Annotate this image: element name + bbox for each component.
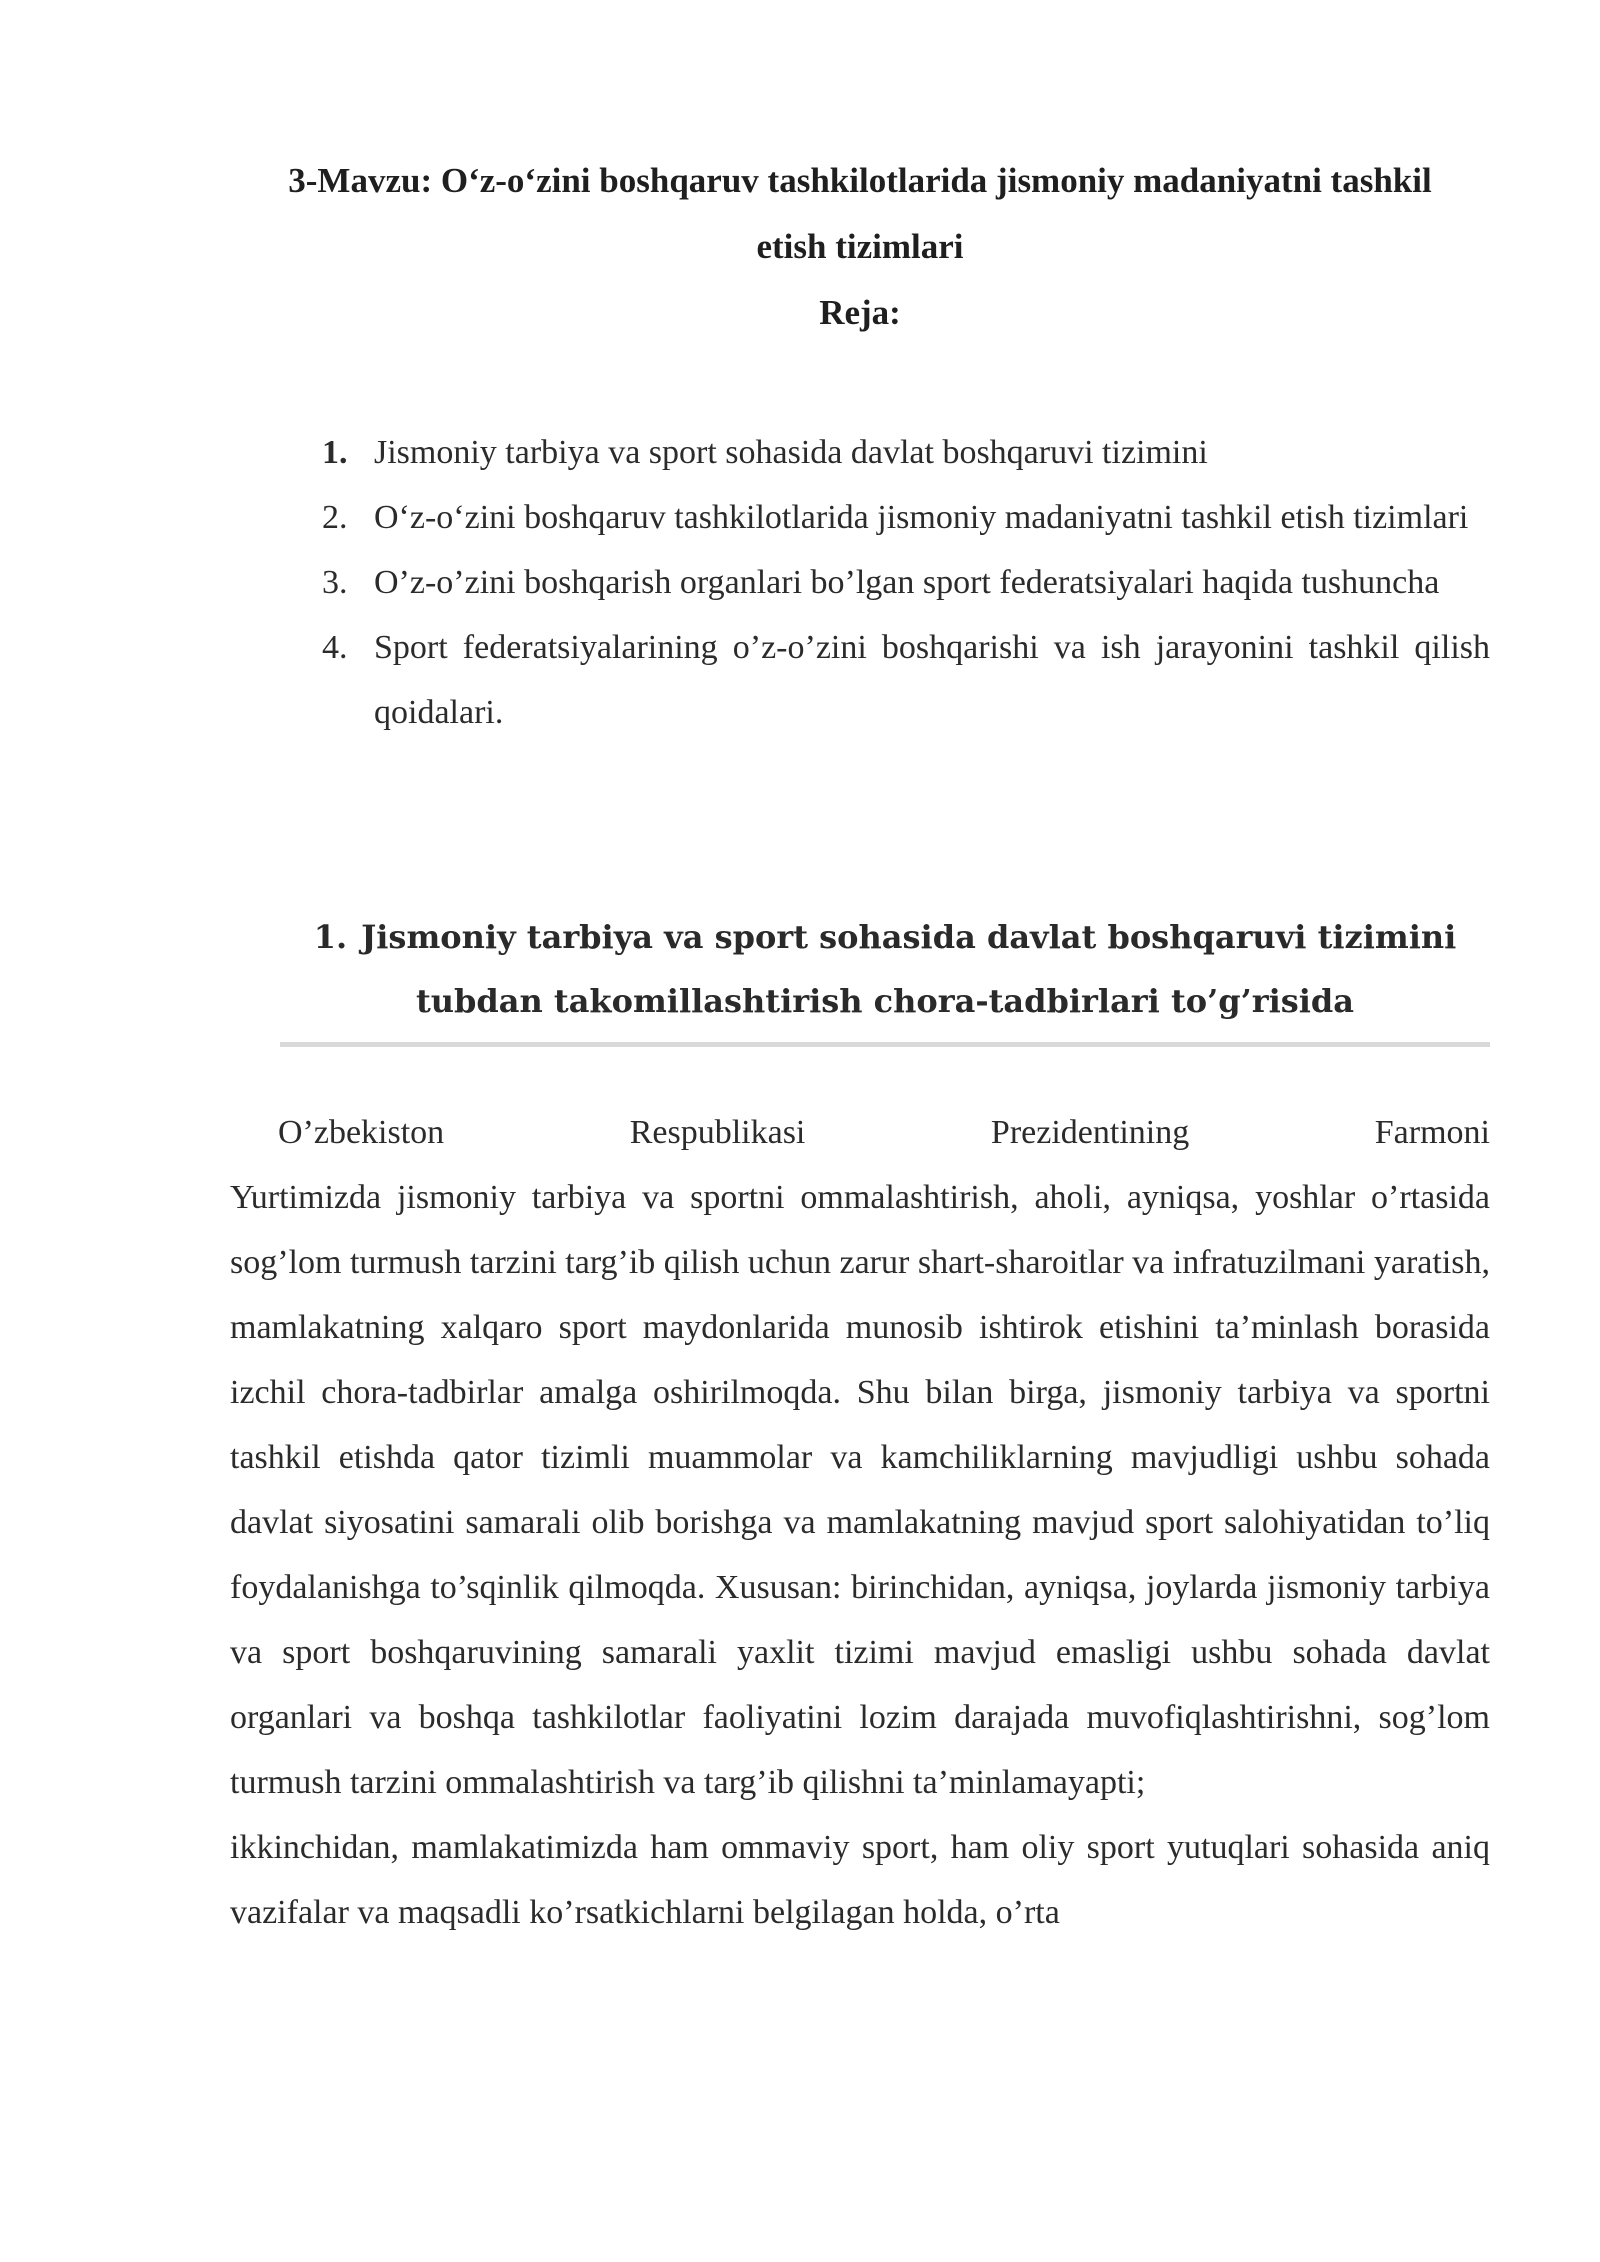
plan-item-number: 1. xyxy=(322,434,348,471)
paragraph: ikkinchidan, mamlakatimizda ham ommaviy sport, ham oliy sport yutuqlari sohasida aniq vazifalar va maqsadli ko’rsatkichlarni belgilagan holda, o’rta xyxy=(230,1829,1490,1931)
section-heading-line-2: tubdan takomillashtirish chora-tadbirlari to’g’risida xyxy=(415,982,1355,1020)
body-text xyxy=(230,1100,1490,1945)
section-number: 1. xyxy=(313,918,348,956)
plan-item-text: Sport federatsiyalarining o’z-o’zini boshqarishi va ish jarayonini tashkil qilish qoidalari. xyxy=(374,629,1490,731)
plan-list xyxy=(322,420,1490,745)
plan-item-1 xyxy=(322,420,1490,485)
plan-item-text: O’z-o’zini boshqarish organlari bo’lgan sport federatsiyalari haqida tushuncha xyxy=(374,564,1440,601)
decree-word: O’zbekiston xyxy=(278,1114,445,1151)
plan-item-text: Jismoniy tarbiya va sport sohasida davlat boshqaruvi tizimini xyxy=(374,434,1208,471)
decree-word: Prezidentining xyxy=(990,1114,1190,1151)
decree-word: Respublikasi xyxy=(629,1114,806,1151)
decree-word: Farmoni xyxy=(1374,1114,1490,1151)
plan-item-text: O‘z-o‘zini boshqaruv tashkilotlarida jismoniy madaniyatni tashkil etish tizimlari xyxy=(374,499,1469,536)
title-line-1: 3-Mavzu: O‘z-o‘zini boshqaruv tashkilotlarida jismoniy madaniyatni tashkil xyxy=(288,161,1432,200)
section-heading xyxy=(280,905,1490,1033)
title-line-2: etish tizimlari xyxy=(756,227,964,266)
section-divider xyxy=(280,1042,1490,1047)
plan-item-4 xyxy=(322,615,1490,745)
section-heading-text-1: Jismoniy tarbiya va sport sohasida davlat boshqaruvi tizimini xyxy=(361,918,1457,956)
document-title xyxy=(230,148,1490,346)
section-heading-line-1 xyxy=(280,905,1490,969)
plan-item-number: 4. xyxy=(322,629,348,666)
plan-item-number: 3. xyxy=(322,564,348,601)
decree-line xyxy=(230,1100,1490,1165)
plan-item-2 xyxy=(322,485,1490,550)
plan-heading: Reja: xyxy=(819,293,901,332)
paragraph: Yurtimizda jismoniy tarbiya va sportni ommalashtirish, aholi, ayniqsa, yoshlar o’rtasida sog’lom turmush tarzini targ’ib qilish uchun zarur shart-sharoitlar va infratuzilmani yaratish, mamlakatning xalqaro sport maydonlarida munosib ishtirok etishini ta’minlash borasida izchil chora-tadbirlar amalga oshirilmoqda. Shu bilan birga, jismoniy tarbiya va sportni tashkil etishda qator tizimli muammolar va kamchiliklarning mavjudligi ushbu sohada davlat siyosatini samarali olib borishga va mamlakatning mavjud sport salohiyatidan to’liq foydalanishga to’sqinlik qilmoqda. Xususan: birinchidan, ayniqsa, joylarda jismoniy tarbiya va sport boshqaruvining samarali yaxlit tizimi mavjud emasligi ushbu sohada davlat organlari va boshqa tashkilotlar faoliyatini lozim darajada muvofiqlashtirishni, sog’lom turmush tarzini ommalashtirish va targ’ib qilishni ta’minlamayapti; xyxy=(230,1179,1490,1801)
plan-item-3 xyxy=(322,550,1490,615)
plan-item-number: 2. xyxy=(322,499,348,536)
